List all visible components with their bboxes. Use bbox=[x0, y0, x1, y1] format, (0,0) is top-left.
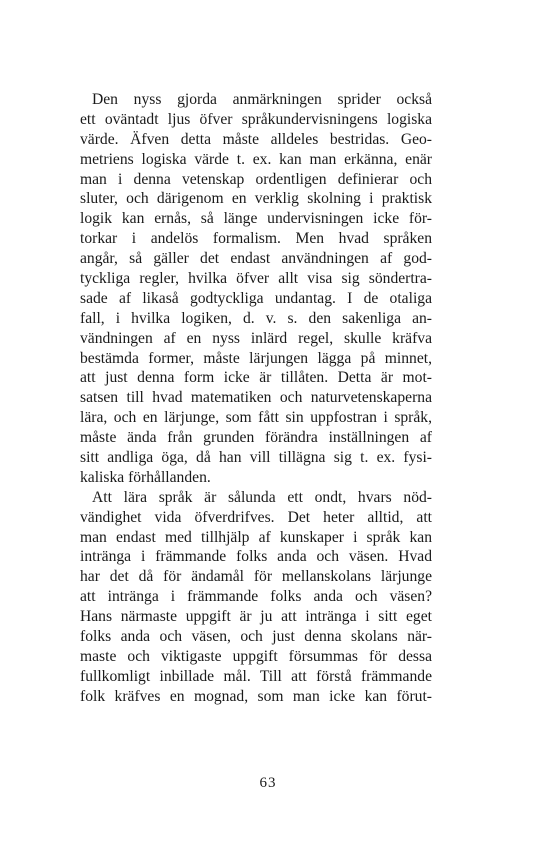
text-line: fullkomligt inbillade mål. Till att förstå främmande bbox=[80, 667, 432, 685]
text-line: angår, så gäller det endast användningen af god- bbox=[80, 250, 432, 268]
text-line: maste och viktigaste uppgift försummas för dessa bbox=[80, 647, 432, 665]
text-line: logik kan ernås, så länge undervisningen icke för- bbox=[80, 210, 432, 228]
text-line: metriens logiska värde t. ex. kan man erkänna, enär bbox=[80, 150, 432, 168]
text-line: torkar i andelös formalism. Men hvad språken bbox=[80, 230, 432, 248]
text-line: sade af likaså godtyckliga undantag. I de otaliga bbox=[80, 289, 432, 307]
text-line: vändighet vida öfverdrifves. Det heter alltid, att bbox=[80, 508, 432, 526]
text-line: sitt andliga öga, då han vill tillägna sig t. ex. fysi- bbox=[80, 449, 432, 467]
text-line: folks anda och väsen, och just denna skolans när- bbox=[80, 628, 432, 646]
text-line: sluter, och därigenom en verklig skolning i praktisk bbox=[80, 190, 432, 208]
page-number: 63 bbox=[259, 775, 277, 791]
text-line: man i denna vetenskap ordentligen definierar och bbox=[80, 170, 432, 188]
text-line: satsen till hvad matematiken och naturvetenskaperna bbox=[80, 389, 432, 407]
text-line: att just denna form icke är tillåten. Detta är mot- bbox=[80, 369, 432, 387]
text-line: Den nyss gjorda anmärkningen sprider också bbox=[92, 91, 432, 108]
text-line: värde. Äfven detta måste alldeles bestridas. Geo- bbox=[80, 130, 432, 148]
text-line: måste ända från grunden förändra inställningen af bbox=[80, 429, 432, 447]
text-line: vändningen af en nyss inlärd regel, skulle kräfva bbox=[80, 329, 432, 347]
text-line: ett oväntadt ljus öfver språkundervisningens logiska bbox=[80, 110, 432, 128]
body-text bbox=[80, 90, 432, 707]
text-line: man endast med tillhjälp af kunskaper i språk kan bbox=[80, 528, 432, 546]
text-line: att intränga i främmande folks anda och väsen? bbox=[80, 588, 432, 606]
text-line: Att lära språk är sålunda ett ondt, hvars nöd- bbox=[92, 488, 432, 506]
text-line: lära, och en lärjunge, som fått sin uppfostran i språk, bbox=[80, 409, 432, 427]
text-line: tyckliga regler, hvilka öfver allt visa sig söndertra- bbox=[80, 270, 432, 288]
text-line: Hans närmaste uppgift är ju att intränga i sitt eget bbox=[80, 608, 432, 626]
text-line: bestämda former, måste lärjungen lägga på minnet, bbox=[80, 349, 432, 367]
text-line: fall, i hvilka logiken, d. v. s. den sakenliga an- bbox=[80, 309, 432, 327]
text-line: har det då för ändamål för mellanskolans lärjunge bbox=[80, 568, 432, 586]
text-line: folk kräfves en mognad, som man icke kan förut- bbox=[80, 687, 432, 705]
text-line: intränga i främmande folks anda och väsen. Hvad bbox=[80, 548, 432, 566]
text-line: kaliska förhållanden. bbox=[80, 468, 211, 486]
